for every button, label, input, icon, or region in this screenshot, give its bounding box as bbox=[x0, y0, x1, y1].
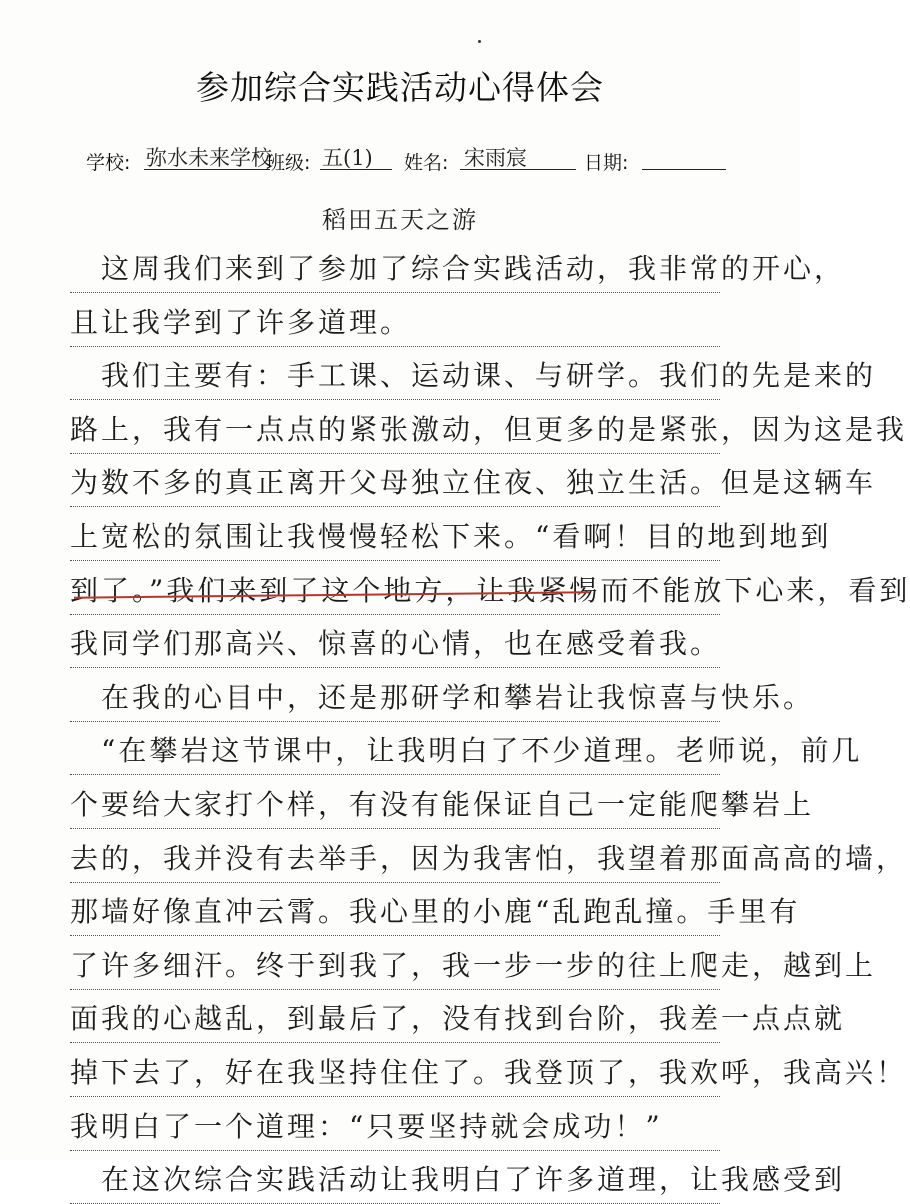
dotted-rule bbox=[70, 292, 720, 293]
essay-line: 为数不多的真正离开父母独立住夜、独立生活。但是这辆车 bbox=[70, 466, 877, 500]
dotted-rule bbox=[70, 935, 720, 936]
essay-line: 路上，我有一点点的紧张激动，但更多的是紧张，因为这是我 bbox=[70, 412, 908, 446]
dotted-rule bbox=[70, 1150, 720, 1151]
dotted-rule bbox=[70, 1042, 720, 1043]
class-value: 五(1) bbox=[322, 146, 373, 170]
ink-dot bbox=[478, 40, 481, 43]
essay-line: 上宽松的氛围让我慢慢轻松下来。“看啊！目的地到地到 bbox=[70, 520, 832, 553]
school-value: 弥水未来学校 bbox=[146, 146, 272, 170]
dotted-rule bbox=[70, 989, 720, 990]
essay-line: 在我的心目中，还是那研学和攀岩让我惊喜与快乐。 bbox=[70, 680, 815, 714]
dotted-rule bbox=[70, 667, 720, 668]
date-underline bbox=[642, 169, 726, 170]
school-label: 学校: bbox=[86, 152, 131, 174]
essay-line: “在攀岩这节课中，让我明白了不少道理。老师说，前几 bbox=[70, 734, 863, 768]
essay-line: 我同学们那高兴、惊喜的心情，也在感受着我。 bbox=[70, 627, 722, 661]
dotted-rule bbox=[70, 346, 720, 347]
essay-line: 面我的心越乱，到最后了，没有找到台阶，我差一点点就 bbox=[70, 1002, 846, 1036]
essay-line: 那墙好像直冲云霄。我心里的小鹿“乱跑乱撞。手里有 bbox=[70, 895, 801, 929]
dotted-rule bbox=[70, 560, 720, 561]
dotted-rule bbox=[70, 882, 720, 883]
essay-title: 稻田五天之游 bbox=[322, 206, 478, 234]
essay-line: 我们主要有：手工课、运动课、与研学。我们的先是来的 bbox=[70, 359, 877, 393]
dotted-rule bbox=[70, 506, 720, 507]
dotted-rule bbox=[70, 1096, 720, 1097]
dotted-rule bbox=[70, 828, 720, 829]
name-underline bbox=[460, 169, 576, 170]
essay-line: 我明白了一个道理：“只要坚持就会成功！” bbox=[70, 1109, 663, 1143]
name-value: 宋雨宸 bbox=[464, 146, 527, 170]
name-label: 姓名: bbox=[404, 152, 449, 174]
page-title: 参加综合实践活动心得体会 bbox=[196, 68, 604, 107]
student-info-row bbox=[86, 140, 746, 176]
essay-line: 到了。”我们来到了这个地方，让我紧惕而不能放下心来，看到 bbox=[70, 573, 910, 607]
dotted-rule bbox=[70, 399, 720, 400]
dotted-rule bbox=[70, 453, 720, 454]
essay-line: 在这次综合实践活动让我明白了许多道理，让我感受到 bbox=[70, 1163, 846, 1197]
date-label: 日期: bbox=[584, 152, 629, 174]
class-label: 班级: bbox=[266, 152, 311, 174]
essay-line: 且让我学到了许多道理。 bbox=[70, 305, 412, 339]
school-underline bbox=[144, 169, 270, 170]
dotted-rule bbox=[70, 614, 720, 615]
dotted-rule bbox=[70, 774, 720, 775]
essay-line: 个要给大家打个样，有没有能保证自己一定能爬攀岩上 bbox=[70, 788, 815, 821]
essay-line: 这周我们来到了参加了综合实践活动，我非常的开心， bbox=[70, 252, 846, 285]
essay-line: 去的，我并没有去举手，因为我害怕，我望着那面高高的墙， bbox=[70, 841, 908, 875]
dotted-rule bbox=[70, 721, 720, 722]
essay-line: 掉下去了，好在我坚持住住了。我登顶了，我欢呼，我高兴！ bbox=[70, 1056, 908, 1089]
class-underline bbox=[320, 169, 392, 170]
essay-line: 了许多细汗。终于到我了，我一步一步的往上爬走，越到上 bbox=[70, 948, 877, 982]
